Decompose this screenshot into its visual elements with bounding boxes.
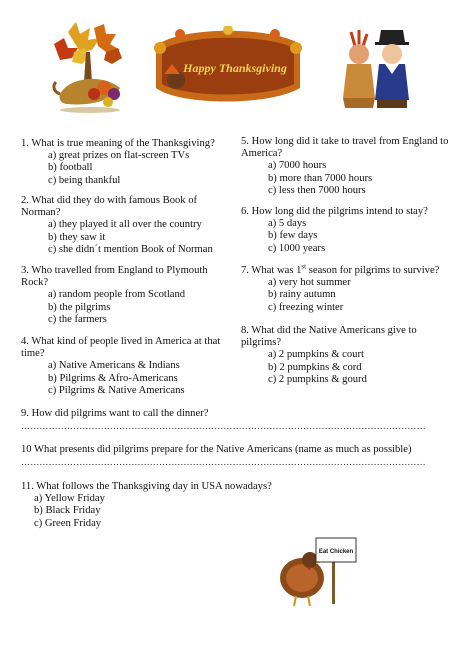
- question-1-option-b: b) football: [48, 162, 93, 174]
- question-2-text: 2. What did they do with famous Book of Norman?: [21, 195, 198, 219]
- question-10-answer-line[interactable]: ……………………………………………………………………………………………………………………: [21, 457, 426, 467]
- question-8-text: 8. What did the Native Americans give to pilgrims?: [241, 325, 417, 349]
- question-4: [21, 336, 236, 397]
- question-7-text-end: season for pilgrims to survive?: [306, 265, 440, 276]
- question-1-option-c: c) being thankful: [48, 174, 121, 186]
- turkey-eat-chicken-image: [276, 534, 361, 610]
- question-7-text-start: 7. What was 1: [241, 265, 302, 276]
- question-1: [21, 138, 236, 187]
- question-6: [241, 206, 456, 255]
- pilgrim-figure-icon: [375, 30, 409, 108]
- question-8: [241, 325, 456, 386]
- question-3-text: 3. Who travelled from England to Plymouth Rock?: [21, 265, 208, 289]
- native-american-figure-icon: [343, 30, 375, 108]
- question-8-option-b: b) 2 pumpkins & cord: [268, 361, 362, 373]
- question-7-option-b: b) rainy autumn: [268, 289, 336, 301]
- question-11-text: 11. What follows the Thanksgiving day in USA nowadays?: [21, 481, 272, 492]
- question-2-option-b: b) they saw it: [48, 231, 106, 243]
- question-2-option-c: c) she didn´t mention Book of Norman: [48, 243, 213, 255]
- question-4-option-a: a) Native Americans & Indians: [48, 360, 180, 372]
- question-5: [241, 136, 456, 197]
- question-11-option-b: b) Black Friday: [34, 505, 101, 517]
- question-3: [21, 265, 236, 326]
- question-6-option-b: b) few days: [268, 230, 318, 242]
- question-7: [241, 262, 456, 314]
- pilgrim-couple-image: [333, 28, 418, 112]
- question-1-option-a: a) great prizes on flat-screen TVs: [48, 150, 190, 162]
- question-8-option-c: c) 2 pumpkins & gourd: [268, 373, 367, 385]
- question-7-ordinal-suffix: st: [301, 262, 307, 271]
- question-5-text: 5. How long did it take to travel from England to America?: [241, 136, 449, 160]
- question-11-option-a: a) Yellow Friday: [34, 493, 105, 505]
- question-7-text: [241, 262, 456, 277]
- question-1-text: 1. What is true meaning of the Thanksgiving?: [21, 138, 215, 149]
- question-5-option-a: a) 7000 hours: [268, 160, 327, 172]
- question-4-option-c: c) Pilgrims & Native Americans: [48, 384, 185, 396]
- question-9-text: 9. How did pilgrims want to call the dinner?: [21, 408, 209, 419]
- sign-text: Eat Chicken: [318, 549, 354, 555]
- banner-title: Happy Thanksgiving: [183, 61, 287, 75]
- question-11-option-c: c) Green Friday: [34, 517, 102, 529]
- question-4-text: 4. What kind of people lived in America at that time?: [21, 336, 221, 360]
- question-5-option-c: c) less then 7000 hours: [268, 184, 366, 196]
- harvest-cornucopia-image: [50, 22, 130, 114]
- question-6-text: 6. How long did the pilgrims intend to stay?: [241, 206, 428, 217]
- cornucopia-icon: [54, 79, 120, 113]
- question-10-text: 10 What presents did pilgrims prepare for the Native Americans (name as much as possible): [21, 444, 412, 455]
- question-11: [21, 481, 281, 530]
- happy-thanksgiving-banner: [150, 26, 305, 106]
- question-6-option-a: a) 5 days: [268, 218, 307, 230]
- question-6-option-c: c) 1000 years: [268, 242, 326, 254]
- question-3-option-a: a) random people from Scotland: [48, 289, 186, 301]
- question-3-option-c: c) the farmers: [48, 313, 107, 325]
- question-9-answer-line[interactable]: ……………………………………………………………………………………………………………………: [21, 421, 426, 431]
- question-2-option-a: a) they played it all over the country: [48, 219, 202, 231]
- question-3-option-b: b) the pilgrims: [48, 301, 111, 313]
- question-5-option-b: b) more than 7000 hours: [268, 172, 373, 184]
- question-7-option-a: a) very hot summer: [268, 277, 351, 289]
- question-7-option-c: c) freezing winter: [268, 301, 344, 313]
- question-8-option-a: a) 2 pumpkins & court: [268, 349, 364, 361]
- question-4-option-b: b) Pilgrims & Afro-Americans: [48, 372, 178, 384]
- question-2: [21, 195, 236, 256]
